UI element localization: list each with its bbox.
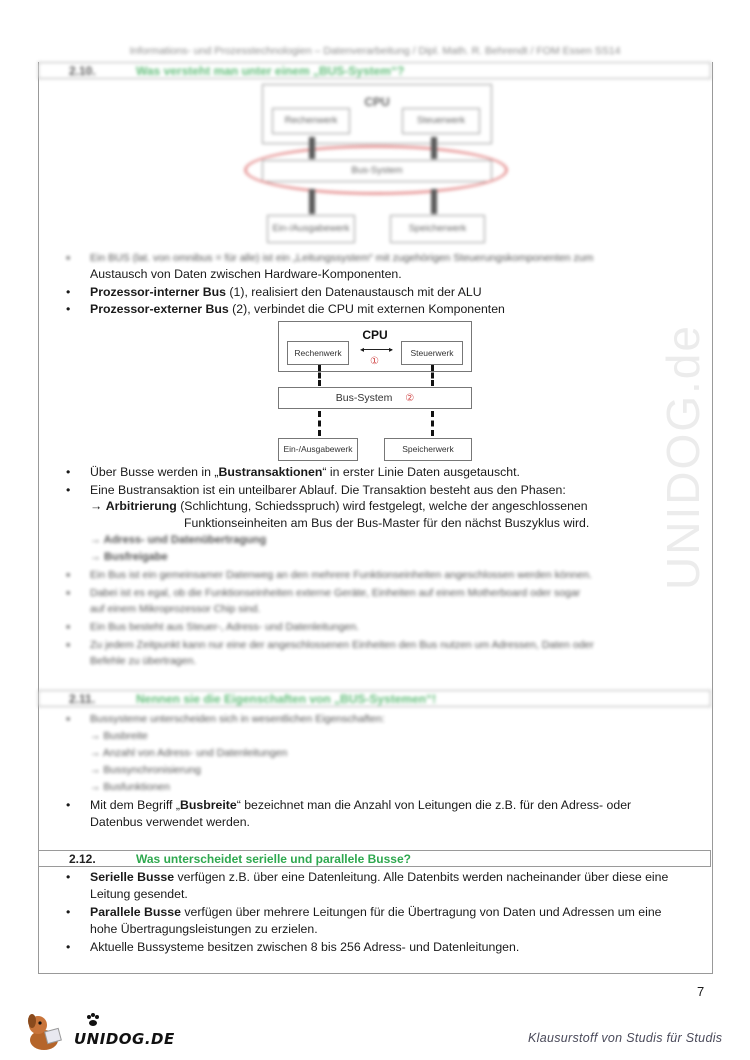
bullet-icon: •: [66, 620, 71, 634]
term: Busbreite: [179, 798, 237, 812]
steuerwerk-box: Steuerwerk: [402, 108, 480, 134]
question-text: Was versteht man unter einem „BUS-System“?: [136, 64, 405, 78]
double-arrow-icon: [362, 349, 392, 350]
bullet-text: hohe Übertragungsleistungen zu erzielen.: [90, 922, 318, 936]
question-header-2-11: [38, 690, 711, 707]
cpu-label: CPU: [364, 95, 390, 109]
bullet-text: [90, 797, 631, 814]
phase-arbitrierung-cont: Funktionseinheiten am Bus der Bus-Master für den nächst Buszyklus wird.: [184, 516, 590, 530]
arrow-icon: [431, 189, 437, 214]
bullet-text: auf einem Mikroprozessor Chip sind.: [90, 603, 261, 615]
watermark: UNIDOG.de: [656, 324, 709, 590]
question-text: Was unterscheidet serielle und parallele Busse?: [136, 852, 411, 866]
term: Prozessor-interner Bus: [90, 285, 226, 299]
arrow-head-right-icon: ▸: [389, 345, 394, 354]
phase-busfreigabe: → Busfreigabe: [90, 551, 168, 563]
bus-label: Bus-System: [335, 392, 393, 404]
arrow-icon: [318, 411, 321, 436]
speicher-box: Speicherwerk: [390, 215, 485, 243]
bullet-text: [90, 869, 668, 886]
io-box: Ein-/Ausgabewerk: [267, 215, 355, 243]
term-desc: (1), realisiert den Datenaustausch mit der ALU: [226, 285, 482, 299]
question-number: 2.12.: [69, 852, 96, 866]
bullet-icon: •: [66, 586, 71, 600]
term-desc: (Schlichtung, Schiedsspruch) wird festgelegt, welche der angeschlossenen: [176, 499, 588, 513]
text-pre: Über Busse werden in „: [90, 465, 219, 479]
text-post: “ bezeichnet man die Anzahl von Leitungen die z.B. für den Adress- oder: [236, 798, 632, 812]
bullet-text: Ein Bus ist ein gemeinsamer Datenweg an den mehrere Funktionseinheiten angeschlossen werden können.: [90, 569, 592, 581]
bullet-icon: •: [66, 465, 71, 479]
term-desc: verfügen z.B. über eine Datenleitung. Alle Datenbits werden nacheinander über diese eine: [174, 870, 669, 884]
highlight-ellipse: [244, 145, 508, 195]
question-number: 2.11.: [69, 692, 96, 706]
frame-bottom-border: [38, 973, 712, 974]
bullet-icon: •: [66, 870, 71, 884]
bullet-icon: •: [66, 905, 71, 919]
bus-diagram-bottom: [278, 321, 478, 463]
bullet-text-blurred: Ein BUS (lat. von omnibus = für alle) ist ein „Leitungssystem“ mit zugehörigen Steuerungskomponenten zum: [90, 252, 594, 264]
logo-text: UNIDOG.DE: [74, 1030, 175, 1048]
bullet-text: Aktuelle Bussysteme besitzen zwischen 8 bis 256 Adress- und Datenleitungen.: [90, 940, 520, 954]
bullet-text: Austausch von Daten zwischen Hardware-Komponenten.: [90, 267, 402, 281]
question-header-2-12: [38, 850, 711, 867]
term-desc: verfügen über mehrere Leitungen für die Übertragung von Daten und Adressen um eine: [180, 905, 662, 919]
bullet-icon: •: [66, 798, 71, 812]
question-number: 2.10.: [69, 64, 96, 78]
bus-diagram-top: [240, 82, 520, 247]
arrow-icon: [309, 189, 315, 214]
arrow-icon: [431, 365, 434, 386]
cpu-label: CPU: [362, 328, 388, 342]
bullet-text: [90, 284, 482, 301]
bullet-icon: •: [66, 302, 71, 316]
paw-icon: [86, 1013, 100, 1027]
term: Arbitrierung: [105, 499, 177, 513]
term-desc: (2), verbindet die CPU mit externen Komponenten: [228, 302, 505, 316]
arrow-icon: [431, 137, 437, 159]
bullet-icon: •: [66, 940, 71, 954]
marker-1: ①: [370, 356, 379, 367]
rechenwerk-box: Rechenwerk: [287, 341, 349, 365]
arrow-icon: [309, 137, 315, 159]
steuerwerk-box: Steuerwerk: [401, 341, 463, 365]
bullet-text: Bussysteme unterscheiden sich in wesentlichen Eigenschaften:: [90, 713, 385, 725]
unidog-logo[interactable]: [24, 1012, 175, 1052]
page-number: 7: [697, 984, 705, 999]
marker-2: ②: [405, 393, 415, 404]
bullet-text: Dabei ist es egal, ob die Funktionseinheiten externe Geräte, Einheiten auf einem Motherboard oder sogar: [90, 587, 581, 599]
term: Parallele Busse: [90, 905, 181, 919]
arrow-right-icon: →: [90, 499, 103, 513]
arrow-icon: [431, 411, 434, 436]
text-post: “ in erster Linie Daten ausgetauscht.: [322, 465, 520, 479]
bullet-icon: •: [66, 285, 71, 299]
term: Prozessor-externer Bus: [90, 302, 229, 316]
question-text: Nennen sie die Eigenschaften von „BUS-Systemen“!: [136, 692, 437, 706]
property-item: → Bussynchronisierung: [90, 764, 201, 776]
bullet-text: Ein Bus besteht aus Steuer-, Adress- und Datenleitungen.: [90, 621, 360, 633]
property-item: → Anzahl von Adress- und Datenleitungen: [90, 747, 288, 759]
term: Serielle Busse: [90, 870, 175, 884]
question-header-2-10: [38, 62, 711, 79]
dog-mascot-icon: [24, 1012, 68, 1052]
text-pre: Mit dem Begriff „: [90, 798, 180, 812]
bullet-text: Zu jedem Zeitpunkt kann nur eine der angeschlossenen Einheiten den Bus nutzen um Adressen, Daten oder: [90, 639, 594, 651]
io-box: Ein-/Ausgabewerk: [278, 438, 358, 461]
bullet-icon: •: [66, 638, 71, 652]
phase-adress-daten: → Adress- und Datenübertragung: [90, 534, 267, 546]
bullet-text: Leitung gesendet.: [90, 887, 188, 901]
rechenwerk-box: Rechenwerk: [272, 108, 350, 134]
speicher-box: Speicherwerk: [384, 438, 472, 461]
bullet-icon: •: [66, 251, 71, 265]
bullet-icon: •: [66, 568, 71, 582]
property-item: → Busfunktionen: [90, 781, 170, 793]
bullet-text: [90, 301, 505, 318]
bus-system-box: [278, 387, 472, 409]
bullet-text: [90, 464, 520, 481]
bullet-text: Eine Bustransaktion ist ein unteilbarer Ablauf. Die Transaktion besteht aus den Phasen:: [90, 483, 566, 497]
bus-system-box: Bus-System: [262, 160, 492, 182]
arrow-head-left-icon: ◂: [360, 345, 365, 354]
bullet-text: [90, 904, 662, 921]
bullet-text: Datenbus verwendet werden.: [90, 815, 250, 829]
footer-tagline: Klausurstoff von Studis für Studis: [528, 1031, 723, 1045]
running-head: Informations- und Prozesstechnologien – Datenverarbeitung / Dipl. Math. R. Behrendt / FOM Essen SS14: [129, 45, 621, 57]
term: Bustransaktionen: [218, 465, 323, 479]
bullet-icon: •: [66, 712, 71, 726]
bullet-text: Befehle zu übertragen.: [90, 655, 197, 667]
property-item: → Busbreite: [90, 730, 148, 742]
bullet-icon: •: [66, 483, 71, 497]
phase-arbitrierung: [90, 498, 588, 515]
arrow-icon: [318, 365, 321, 386]
